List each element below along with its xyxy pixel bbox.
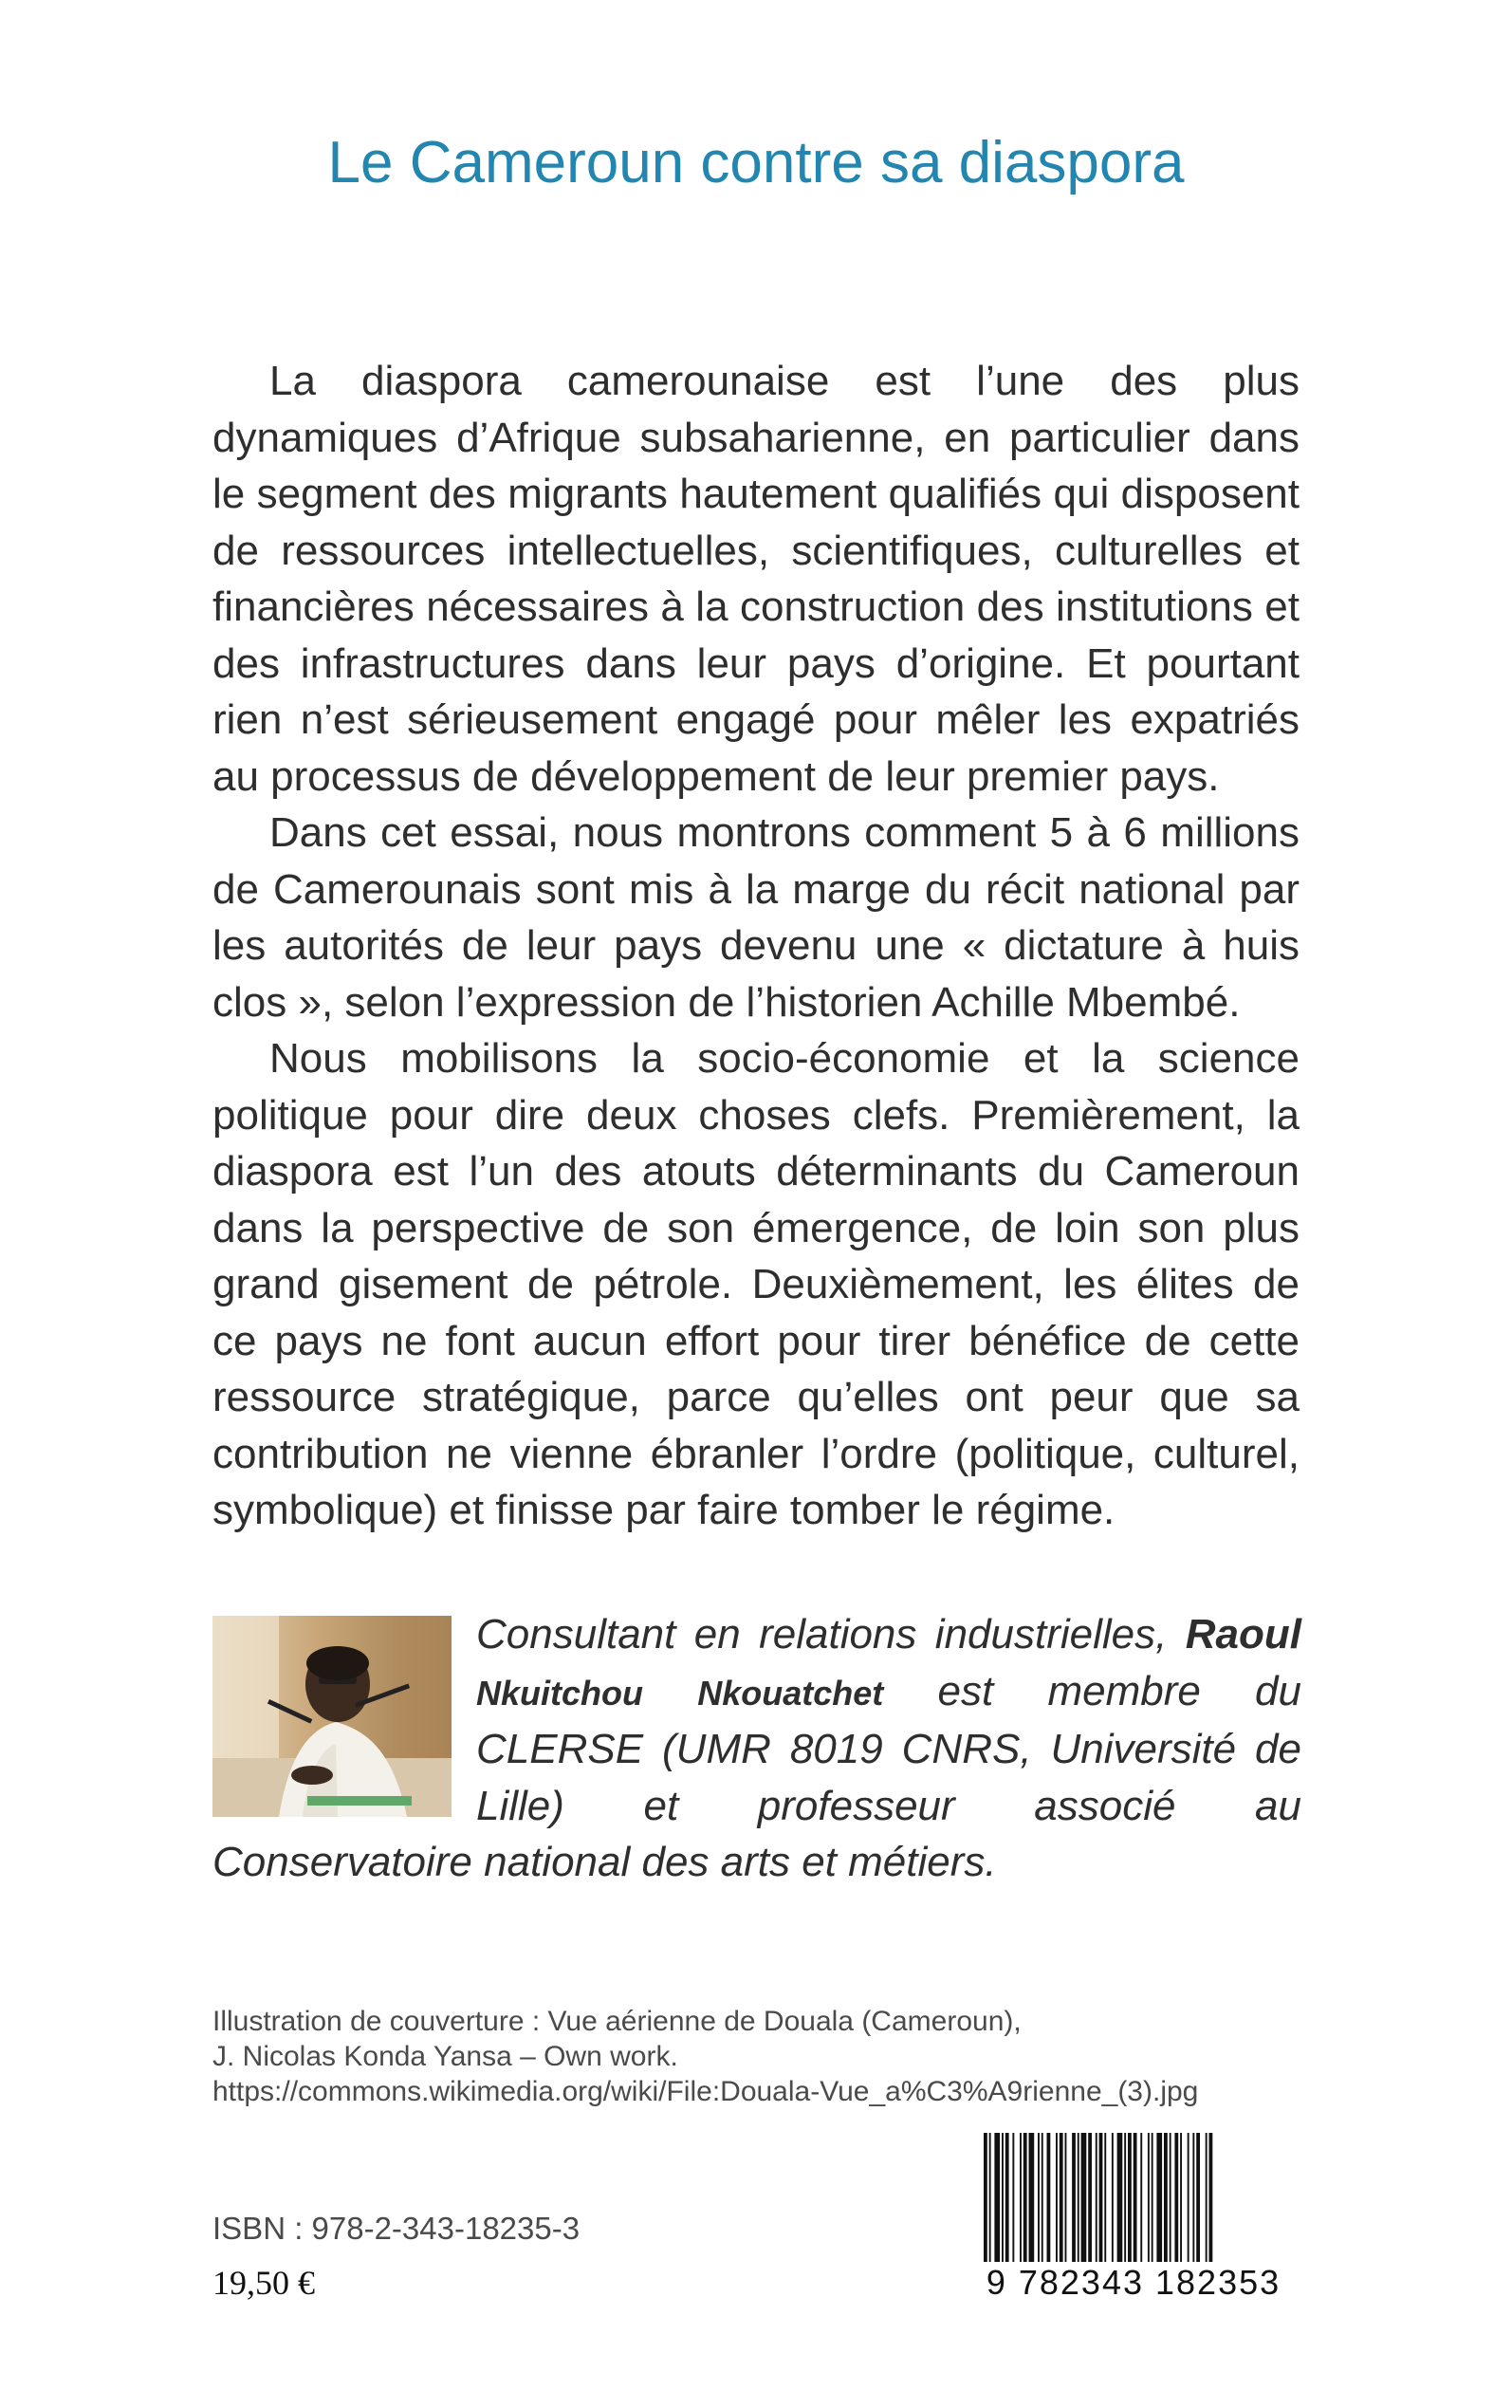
summary-paragraph-3: Nous mobilisons la socio-économie et la science politique pour dire deux choses clefs. Premièrement, la diaspora est l’un des atouts déterminants du Cameroun dans la perspective de son émergence, de loin son plus grand gisement de pétrole. Deuxièmement, les élites de ce pays ne font aucun effort pour tirer bénéfice de cette ressource stratégique, parce qu’elles ont peur que sa contribution ne vienne ébranler l’ordre (politique, culturel, symbolique) et finisse par faire tomber le régime. [212, 1035, 1300, 1533]
author-bio [212, 1606, 1301, 1891]
bio-intro: Consultant en relations industrielles, [476, 1611, 1186, 1658]
barcode-bar [1117, 2133, 1123, 2268]
barcode-bar [1124, 2133, 1126, 2268]
barcode-bar [1156, 2133, 1162, 2268]
barcode-bar [1170, 2133, 1171, 2268]
barcode-bar [1029, 2133, 1035, 2268]
back-cover-summary [212, 353, 1300, 1539]
isbn: ISBN : 978-2-343-18235-3 [212, 2211, 581, 2246]
price: 19,50 € [212, 2264, 315, 2302]
credit-line-3: https://commons.wikimedia.org/wiki/File:Douala-Vue_a%C3%A9rienne_(3).jpg [212, 2076, 1199, 2107]
barcode-bar [1152, 2133, 1153, 2268]
barcode-bar [1096, 2133, 1097, 2268]
cover-illustration-credit [212, 2004, 1351, 2109]
barcode-bar [1164, 2133, 1168, 2268]
summary-paragraph-2: Dans cet essai, nous montrons comment 5 à 6 millions de Camerounais sont mis à la marge du récit national par les autorités de leur pays devenu une « dictature à huis clos », selon l’expression de l’historien Achille Mbembé. [212, 809, 1300, 1026]
barcode-bar [1174, 2133, 1178, 2268]
barcode-bar [1060, 2133, 1063, 2268]
credit-line-2: J. Nicolas Konda Yansa – Own work. [212, 2041, 678, 2072]
barcode-bar [1140, 2133, 1142, 2268]
barcode-bar [1112, 2133, 1114, 2268]
barcode-bar [994, 2133, 1000, 2268]
barcode-bar [1005, 2133, 1009, 2268]
barcode-bar [1104, 2133, 1106, 2268]
barcode-bar [1134, 2133, 1137, 2268]
barcode-bar [1047, 2133, 1051, 2268]
barcode-bar [1012, 2133, 1014, 2268]
barcode-number: 9 782343 182353 [967, 2262, 1300, 2304]
barcode-bar [1020, 2133, 1022, 2268]
barcode-bar [1209, 2133, 1213, 2268]
barcode-bar [1099, 2133, 1103, 2268]
book-title: Le Cameroun contre sa diaspora [327, 130, 1185, 195]
barcode-bar [989, 2133, 991, 2268]
barcode-bar [984, 2133, 987, 2268]
barcode-bar [1038, 2133, 1040, 2268]
barcode-bar [1065, 2133, 1067, 2268]
barcode-bar [1188, 2133, 1189, 2268]
barcode-bar [1002, 2133, 1004, 2268]
barcode-bar [1056, 2133, 1058, 2268]
author-last-name-2: Nkouatchet [697, 1673, 884, 1713]
barcode-bar [1196, 2133, 1200, 2268]
barcode-bar [1206, 2133, 1208, 2268]
barcode-bar [1072, 2133, 1076, 2268]
barcode-bar [1081, 2133, 1087, 2268]
barcode-bar [1042, 2133, 1043, 2268]
barcode-bar [1023, 2133, 1027, 2268]
credit-line-1: Illustration de couverture : Vue aérienne de Douala (Cameroun), [212, 2006, 1022, 2037]
barcode-bar [1088, 2133, 1092, 2268]
barcode-bar [1128, 2133, 1132, 2268]
bio-rest: est membre du CLERSE (UMR 8019 CNRS, Université de Lille) et professeur associé au Conservatoire national des arts et métiers. [212, 1667, 1301, 1885]
author-last-name-1: Nkuitchou [476, 1673, 643, 1713]
barcode-bar [1180, 2133, 1182, 2268]
author-first-name: Raoul [1185, 1611, 1301, 1658]
summary-paragraph-1: La diaspora camerounaise est l’une des plus dynamiques d’Afrique subsaharienne, en particulier dans le segment des migrants hautement qualifiés qui disposent de ressources intellectuelles, scientifiques, culturelles et financières nécessaires à la construction des institutions et des infrastructures dans leur pays d’origine. Et pourtant rien n’est sérieusement engagé pour mêler les expatriés au processus de développement de leur premier pays. [212, 358, 1300, 800]
barcode-bar [1078, 2133, 1079, 2268]
barcode-bar [1148, 2133, 1150, 2268]
barcode-bar [1192, 2133, 1194, 2268]
